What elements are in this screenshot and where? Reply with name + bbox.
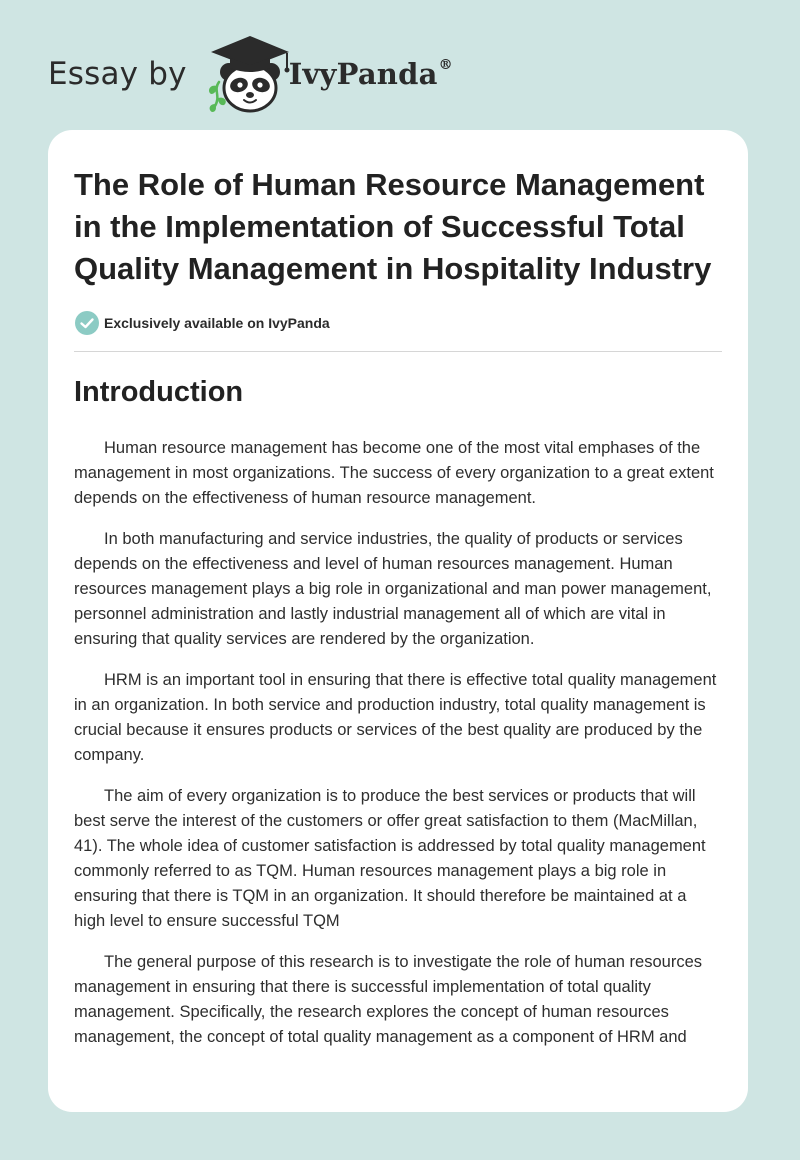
- site-header: [48, 34, 453, 114]
- divider: [74, 351, 722, 352]
- exclusive-badge: [74, 310, 722, 336]
- paragraph: HRM is an important tool in ensuring that there is effective total quality management in an organization. In both service and production industry, total quality management is crucial because it ensures products or services of the best quality are produced by the company.: [74, 671, 717, 764]
- check-circle-icon: [74, 310, 100, 336]
- essay-title: The Role of Human Resource Management in the Implementation of Successful Total Quality Management in Hospitality Industry: [74, 167, 712, 286]
- paragraph: In both manufacturing and service industries, the quality of products or services depends on the effectiveness and level of human resources management. Human resources management plays a big role in organizational and man power management, personnel administration and lastly industrial management all of which are vital in ensuring that quality services are rendered by the organization.: [74, 530, 712, 648]
- panda-graduate-logo-icon[interactable]: [199, 34, 295, 114]
- essay-card: [48, 130, 748, 1112]
- brand-name-text: IvyPanda: [288, 57, 438, 91]
- brand-name[interactable]: [289, 57, 453, 91]
- paragraph: Human resource management has become one of the most vital emphases of the management in most organizations. The success of every organization to a great extent depends on the effectiveness of human resource management.: [74, 439, 714, 507]
- paragraph: The general purpose of this research is to investigate the role of human resources management in ensuring that there is successful implementation of total quality management. Specifically, the research explores the concept of human resources management, the concept of total quality management as a component of HRM and: [74, 953, 702, 1046]
- section-heading-introduction: Introduction: [74, 376, 244, 408]
- essay-by-label: Essay by: [48, 56, 187, 92]
- paragraph: The aim of every organization is to produce the best services or products that will best serve the interest of the customers or offer great satisfaction to them (MacMillan, 41). The whole idea of customer satisfaction is addressed by total quality management commonly referred to as TQM. Human resources management plays a big role in ensuring that there is TQM in an organization. It should therefore be maintained at a high level to ensure successful TQM: [74, 787, 706, 930]
- exclusive-text: Exclusively available on IvyPanda: [104, 315, 330, 331]
- registered-mark: ®: [438, 57, 453, 74]
